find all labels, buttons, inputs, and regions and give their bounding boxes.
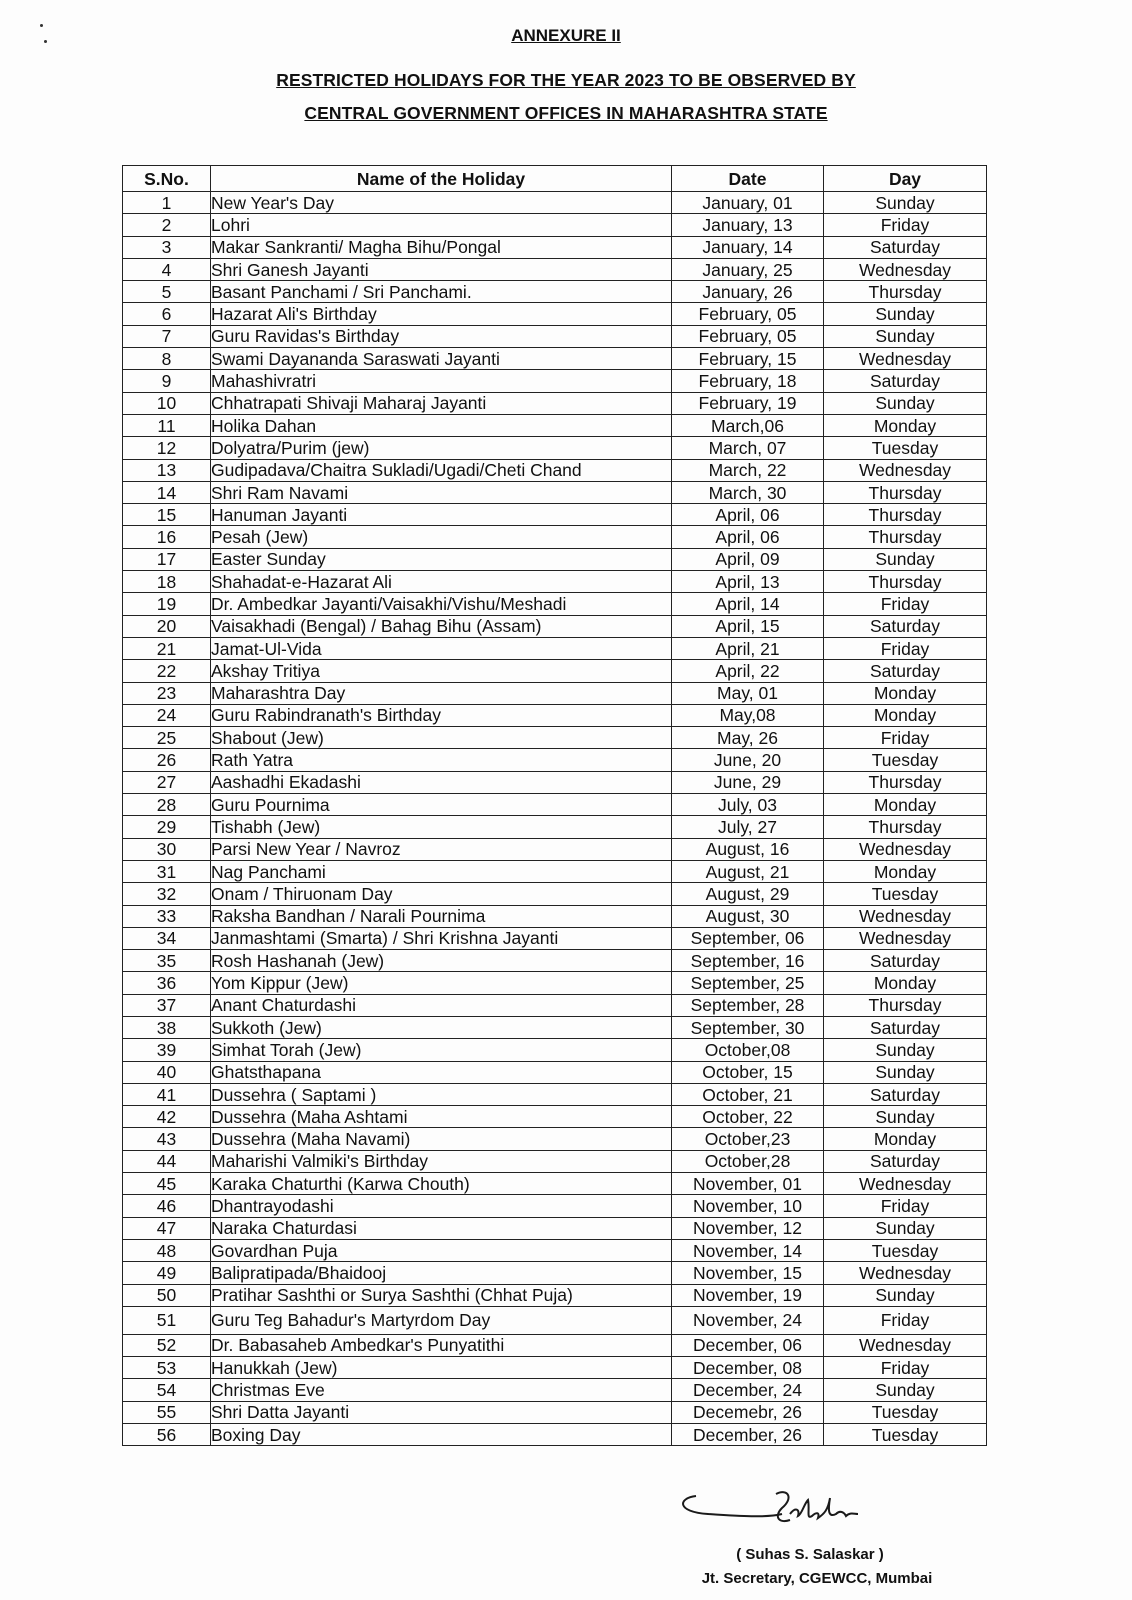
document-title-line1: RESTRICTED HOLIDAYS FOR THE YEAR 2023 TO BE OBSERVED BY: [276, 70, 856, 90]
holiday-name: Yom Kippur (Jew): [211, 972, 672, 994]
holiday-sno: 50: [123, 1284, 211, 1306]
table-row: [123, 883, 987, 905]
holiday-date: March,06: [672, 414, 824, 436]
holidays-table: [122, 165, 987, 1446]
holiday-day: Sunday: [824, 1379, 987, 1401]
holiday-date: January, 26: [672, 281, 824, 303]
holiday-day: Thursday: [824, 504, 987, 526]
table-row: [123, 1150, 987, 1172]
holiday-day: Friday: [824, 727, 987, 749]
table-row: [123, 637, 987, 659]
holiday-name: New Year's Day: [211, 192, 672, 214]
table-row: [123, 660, 987, 682]
holiday-name: Lohri: [211, 214, 672, 236]
signatory-designation: Jt. Secretary, CGEWCC, Mumbai: [701, 1570, 933, 1587]
holiday-sno: 5: [123, 281, 211, 303]
holiday-sno: 34: [123, 927, 211, 949]
holiday-name: Guru Ravidas's Birthday: [211, 325, 672, 347]
holiday-name: Easter Sunday: [211, 548, 672, 570]
holiday-date: February, 05: [672, 325, 824, 347]
holiday-sno: 54: [123, 1379, 211, 1401]
holiday-sno: 36: [123, 972, 211, 994]
holiday-name: Dussehra ( Saptami ): [211, 1083, 672, 1105]
table-row: [123, 571, 987, 593]
holiday-name: Sukkoth (Jew): [211, 1016, 672, 1038]
holiday-date: November, 24: [672, 1306, 824, 1334]
table-row: [123, 192, 987, 214]
holiday-sno: 1: [123, 192, 211, 214]
holiday-sno: 31: [123, 860, 211, 882]
holiday-date: February, 05: [672, 303, 824, 325]
holiday-name: Christmas Eve: [211, 1379, 672, 1401]
holiday-date: August, 29: [672, 883, 824, 905]
table-row: [123, 727, 987, 749]
table-row: [123, 1262, 987, 1284]
holiday-date: July, 03: [672, 794, 824, 816]
table-row: [123, 1334, 987, 1356]
holiday-day: Sunday: [824, 392, 987, 414]
signatory-name: ( Suhas S. Salaskar ): [736, 1546, 884, 1563]
table-row: [123, 481, 987, 503]
table-row: [123, 1424, 987, 1446]
holiday-sno: 8: [123, 348, 211, 370]
holiday-name: Shri Datta Jayanti: [211, 1401, 672, 1423]
holiday-sno: 32: [123, 883, 211, 905]
holiday-name: Karaka Chaturthi (Karwa Chouth): [211, 1173, 672, 1195]
holiday-name: Basant Panchami / Sri Panchami.: [211, 281, 672, 303]
holiday-name: Raksha Bandhan / Narali Pournima: [211, 905, 672, 927]
holiday-date: March, 22: [672, 459, 824, 481]
holiday-sno: 23: [123, 682, 211, 704]
holiday-sno: 26: [123, 749, 211, 771]
table-row: [123, 1217, 987, 1239]
holiday-name: Maharashtra Day: [211, 682, 672, 704]
holiday-sno: 10: [123, 392, 211, 414]
holiday-name: Janmashtami (Smarta) / Shri Krishna Jayanti: [211, 927, 672, 949]
table-row: [123, 392, 987, 414]
holiday-sno: 18: [123, 571, 211, 593]
document-title-line2: CENTRAL GOVERNMENT OFFICES IN MAHARASHTRA STATE: [304, 103, 828, 123]
holiday-date: April, 06: [672, 526, 824, 548]
holiday-date: February, 18: [672, 370, 824, 392]
table-row: [123, 994, 987, 1016]
holiday-day: Friday: [824, 1306, 987, 1334]
table-row: [123, 303, 987, 325]
holiday-date: Decemebr, 26: [672, 1401, 824, 1423]
header-day: Day: [824, 166, 987, 192]
holiday-day: Sunday: [824, 1106, 987, 1128]
holiday-day: Saturday: [824, 1016, 987, 1038]
table-row: [123, 504, 987, 526]
holiday-name: Naraka Chaturdasi: [211, 1217, 672, 1239]
holiday-day: Monday: [824, 1128, 987, 1150]
holiday-date: January, 25: [672, 258, 824, 280]
header-date: Date: [672, 166, 824, 192]
holiday-date: April, 09: [672, 548, 824, 570]
holiday-sno: 27: [123, 771, 211, 793]
holiday-date: November, 19: [672, 1284, 824, 1306]
holiday-name: Balipratipada/Bhaidooj: [211, 1262, 672, 1284]
table-row: [123, 281, 987, 303]
holiday-day: Friday: [824, 1357, 987, 1379]
holiday-day: Monday: [824, 414, 987, 436]
holiday-date: August, 16: [672, 838, 824, 860]
holiday-sno: 55: [123, 1401, 211, 1423]
holiday-day: Wednesday: [824, 905, 987, 927]
holiday-sno: 19: [123, 593, 211, 615]
holiday-name: Gudipadava/Chaitra Sukladi/Ugadi/Cheti Chand: [211, 459, 672, 481]
holiday-sno: 14: [123, 481, 211, 503]
holiday-day: Thursday: [824, 816, 987, 838]
holiday-date: April, 13: [672, 571, 824, 593]
holiday-date: October,08: [672, 1039, 824, 1061]
holiday-sno: 30: [123, 838, 211, 860]
holiday-sno: 47: [123, 1217, 211, 1239]
holiday-day: Friday: [824, 1195, 987, 1217]
holiday-sno: 29: [123, 816, 211, 838]
table-row: [123, 838, 987, 860]
table-row: [123, 1083, 987, 1105]
holiday-day: Monday: [824, 682, 987, 704]
holiday-day: Friday: [824, 593, 987, 615]
holiday-date: February, 15: [672, 348, 824, 370]
table-row: [123, 927, 987, 949]
table-row: [123, 1239, 987, 1261]
table-row: [123, 1357, 987, 1379]
holiday-day: Saturday: [824, 660, 987, 682]
table-row: [123, 1379, 987, 1401]
holiday-day: Sunday: [824, 1061, 987, 1083]
holiday-date: December, 06: [672, 1334, 824, 1356]
holiday-sno: 13: [123, 459, 211, 481]
holiday-date: July, 27: [672, 816, 824, 838]
holiday-day: Wednesday: [824, 1173, 987, 1195]
holiday-sno: 17: [123, 548, 211, 570]
holiday-name: Swami Dayananda Saraswati Jayanti: [211, 348, 672, 370]
holiday-day: Wednesday: [824, 258, 987, 280]
holiday-name: Guru Pournima: [211, 794, 672, 816]
holiday-sno: 56: [123, 1424, 211, 1446]
holiday-date: March, 07: [672, 437, 824, 459]
holiday-sno: 39: [123, 1039, 211, 1061]
holiday-name: Simhat Torah (Jew): [211, 1039, 672, 1061]
holiday-name: Mahashivratri: [211, 370, 672, 392]
holiday-day: Wednesday: [824, 1262, 987, 1284]
holiday-date: November, 15: [672, 1262, 824, 1284]
holiday-day: Saturday: [824, 1083, 987, 1105]
holiday-name: Dussehra (Maha Ashtami: [211, 1106, 672, 1128]
table-row: [123, 950, 987, 972]
holiday-date: September, 25: [672, 972, 824, 994]
holiday-day: Thursday: [824, 281, 987, 303]
holiday-sno: 43: [123, 1128, 211, 1150]
holiday-name: Govardhan Puja: [211, 1239, 672, 1261]
holiday-date: December, 24: [672, 1379, 824, 1401]
holiday-sno: 45: [123, 1173, 211, 1195]
table-row: [123, 972, 987, 994]
holiday-sno: 11: [123, 414, 211, 436]
holiday-day: Thursday: [824, 571, 987, 593]
holiday-name: Akshay Tritiya: [211, 660, 672, 682]
holiday-date: August, 21: [672, 860, 824, 882]
holiday-sno: 37: [123, 994, 211, 1016]
holiday-date: November, 10: [672, 1195, 824, 1217]
holiday-sno: 49: [123, 1262, 211, 1284]
holiday-day: Saturday: [824, 615, 987, 637]
holiday-day: Thursday: [824, 771, 987, 793]
holiday-day: Sunday: [824, 192, 987, 214]
holiday-name: Anant Chaturdashi: [211, 994, 672, 1016]
holiday-name: Shahadat-e-Hazarat Ali: [211, 571, 672, 593]
holiday-day: Monday: [824, 860, 987, 882]
holiday-date: September, 30: [672, 1016, 824, 1038]
holiday-sno: 44: [123, 1150, 211, 1172]
header-sno: S.No.: [123, 166, 211, 192]
holiday-date: December, 26: [672, 1424, 824, 1446]
holiday-day: Saturday: [824, 1150, 987, 1172]
annexure-heading: ANNEXURE II: [511, 26, 621, 45]
holiday-sno: 48: [123, 1239, 211, 1261]
holiday-day: Thursday: [824, 994, 987, 1016]
holiday-sno: 46: [123, 1195, 211, 1217]
holiday-sno: 21: [123, 637, 211, 659]
holiday-date: October,23: [672, 1128, 824, 1150]
holiday-sno: 22: [123, 660, 211, 682]
holiday-day: Tuesday: [824, 437, 987, 459]
holiday-name: Shabout (Jew): [211, 727, 672, 749]
table-row: [123, 459, 987, 481]
holiday-sno: 41: [123, 1083, 211, 1105]
table-row: [123, 749, 987, 771]
holiday-day: Tuesday: [824, 1401, 987, 1423]
holiday-name: Rath Yatra: [211, 749, 672, 771]
holiday-date: January, 01: [672, 192, 824, 214]
holiday-name: Ghatsthapana: [211, 1061, 672, 1083]
table-row: [123, 437, 987, 459]
table-row: [123, 548, 987, 570]
holiday-day: Sunday: [824, 303, 987, 325]
table-row: [123, 794, 987, 816]
holiday-date: April, 06: [672, 504, 824, 526]
table-row: [123, 615, 987, 637]
holiday-date: January, 14: [672, 236, 824, 258]
holiday-date: September, 06: [672, 927, 824, 949]
holiday-date: December, 08: [672, 1357, 824, 1379]
holiday-date: March, 30: [672, 481, 824, 503]
holiday-day: Friday: [824, 637, 987, 659]
holiday-sno: 53: [123, 1357, 211, 1379]
table-row: [123, 325, 987, 347]
holiday-sno: 25: [123, 727, 211, 749]
holiday-day: Friday: [824, 214, 987, 236]
holiday-name: Makar Sankranti/ Magha Bihu/Pongal: [211, 236, 672, 258]
holiday-day: Sunday: [824, 1217, 987, 1239]
holiday-sno: 3: [123, 236, 211, 258]
table-row: [123, 370, 987, 392]
holiday-day: Tuesday: [824, 883, 987, 905]
holiday-sno: 20: [123, 615, 211, 637]
holiday-sno: 9: [123, 370, 211, 392]
holiday-name: Pratihar Sashthi or Surya Sashthi (Chhat Puja): [211, 1284, 672, 1306]
holiday-sno: 35: [123, 950, 211, 972]
holiday-date: February, 19: [672, 392, 824, 414]
holiday-date: April, 15: [672, 615, 824, 637]
handwritten-signature: [678, 1484, 878, 1540]
table-row: [123, 1173, 987, 1195]
holiday-day: Saturday: [824, 370, 987, 392]
table-row: [123, 682, 987, 704]
holiday-day: Saturday: [824, 950, 987, 972]
holiday-date: May, 01: [672, 682, 824, 704]
holiday-date: October,28: [672, 1150, 824, 1172]
holiday-sno: 15: [123, 504, 211, 526]
holiday-date: October, 21: [672, 1083, 824, 1105]
holiday-day: Wednesday: [824, 459, 987, 481]
holiday-name: Hazarat Ali's Birthday: [211, 303, 672, 325]
table-row: [123, 816, 987, 838]
table-row: [123, 526, 987, 548]
holiday-sno: 6: [123, 303, 211, 325]
holiday-name: Parsi New Year / Navroz: [211, 838, 672, 860]
holiday-day: Saturday: [824, 236, 987, 258]
holiday-date: November, 01: [672, 1173, 824, 1195]
header-holiday-name: Name of the Holiday: [211, 166, 672, 192]
holiday-sno: 16: [123, 526, 211, 548]
holiday-day: Thursday: [824, 526, 987, 548]
holidays-table-body: [123, 192, 987, 1446]
table-row: [123, 860, 987, 882]
table-row: [123, 1061, 987, 1083]
table-row: [123, 1128, 987, 1150]
holiday-day: Wednesday: [824, 1334, 987, 1356]
holiday-name: Dr. Ambedkar Jayanti/Vaisakhi/Vishu/Meshadi: [211, 593, 672, 615]
table-row: [123, 704, 987, 726]
holiday-day: Wednesday: [824, 838, 987, 860]
holiday-name: Dussehra (Maha Navami): [211, 1128, 672, 1150]
table-row: [123, 414, 987, 436]
holiday-name: Guru Rabindranath's Birthday: [211, 704, 672, 726]
holiday-name: Rosh Hashanah (Jew): [211, 950, 672, 972]
table-row: [123, 905, 987, 927]
table-row: [123, 348, 987, 370]
holiday-name: Onam / Thiruonam Day: [211, 883, 672, 905]
table-row: [123, 258, 987, 280]
table-header-row: [123, 166, 987, 192]
holiday-name: Hanuman Jayanti: [211, 504, 672, 526]
holiday-day: Monday: [824, 972, 987, 994]
holiday-sno: 28: [123, 794, 211, 816]
table-row: [123, 1401, 987, 1423]
holiday-sno: 2: [123, 214, 211, 236]
holiday-date: June, 29: [672, 771, 824, 793]
holiday-name: Jamat-Ul-Vida: [211, 637, 672, 659]
holiday-sno: 12: [123, 437, 211, 459]
holiday-name: Vaisakhadi (Bengal) / Bahag Bihu (Assam): [211, 615, 672, 637]
holiday-sno: 52: [123, 1334, 211, 1356]
holiday-date: April, 14: [672, 593, 824, 615]
holiday-sno: 33: [123, 905, 211, 927]
holiday-sno: 40: [123, 1061, 211, 1083]
holiday-day: Sunday: [824, 325, 987, 347]
holiday-name: Nag Panchami: [211, 860, 672, 882]
holiday-sno: 4: [123, 258, 211, 280]
table-row: [123, 1016, 987, 1038]
table-row: [123, 236, 987, 258]
holiday-date: May,08: [672, 704, 824, 726]
holiday-name: Holika Dahan: [211, 414, 672, 436]
holiday-name: Dolyatra/Purim (jew): [211, 437, 672, 459]
holiday-sno: 51: [123, 1306, 211, 1334]
holiday-date: October, 22: [672, 1106, 824, 1128]
holiday-date: January, 13: [672, 214, 824, 236]
holiday-date: May, 26: [672, 727, 824, 749]
table-row: [123, 1195, 987, 1217]
holiday-date: August, 30: [672, 905, 824, 927]
holiday-name: Shri Ram Navami: [211, 481, 672, 503]
holiday-name: Tishabh (Jew): [211, 816, 672, 838]
holiday-date: April, 21: [672, 637, 824, 659]
holiday-date: April, 22: [672, 660, 824, 682]
holiday-sno: 7: [123, 325, 211, 347]
holiday-date: September, 28: [672, 994, 824, 1016]
table-row: [123, 1284, 987, 1306]
holiday-name: Dr. Babasaheb Ambedkar's Punyatithi: [211, 1334, 672, 1356]
holiday-day: Monday: [824, 794, 987, 816]
holiday-day: Sunday: [824, 1039, 987, 1061]
holiday-name: Aashadhi Ekadashi: [211, 771, 672, 793]
holiday-day: Sunday: [824, 1284, 987, 1306]
table-row: [123, 1106, 987, 1128]
holiday-day: Wednesday: [824, 927, 987, 949]
holiday-sno: 42: [123, 1106, 211, 1128]
holiday-name: Pesah (Jew): [211, 526, 672, 548]
table-row: [123, 593, 987, 615]
holiday-day: Tuesday: [824, 749, 987, 771]
holiday-name: Dhantrayodashi: [211, 1195, 672, 1217]
holiday-day: Wednesday: [824, 348, 987, 370]
holiday-sno: 24: [123, 704, 211, 726]
holiday-date: November, 14: [672, 1239, 824, 1261]
holiday-name: Guru Teg Bahadur's Martyrdom Day: [211, 1306, 672, 1334]
holiday-day: Sunday: [824, 548, 987, 570]
holiday-day: Tuesday: [824, 1424, 987, 1446]
table-row: [123, 1306, 987, 1334]
table-row: [123, 214, 987, 236]
holiday-name: Chhatrapati Shivaji Maharaj Jayanti: [211, 392, 672, 414]
holiday-name: Shri Ganesh Jayanti: [211, 258, 672, 280]
holiday-day: Monday: [824, 704, 987, 726]
holiday-date: October, 15: [672, 1061, 824, 1083]
holiday-day: Thursday: [824, 481, 987, 503]
holiday-sno: 38: [123, 1016, 211, 1038]
holiday-name: Boxing Day: [211, 1424, 672, 1446]
holiday-date: November, 12: [672, 1217, 824, 1239]
holiday-date: September, 16: [672, 950, 824, 972]
table-row: [123, 771, 987, 793]
holiday-date: June, 20: [672, 749, 824, 771]
table-row: [123, 1039, 987, 1061]
holiday-name: Hanukkah (Jew): [211, 1357, 672, 1379]
holiday-day: Tuesday: [824, 1239, 987, 1261]
holiday-name: Maharishi Valmiki's Birthday: [211, 1150, 672, 1172]
